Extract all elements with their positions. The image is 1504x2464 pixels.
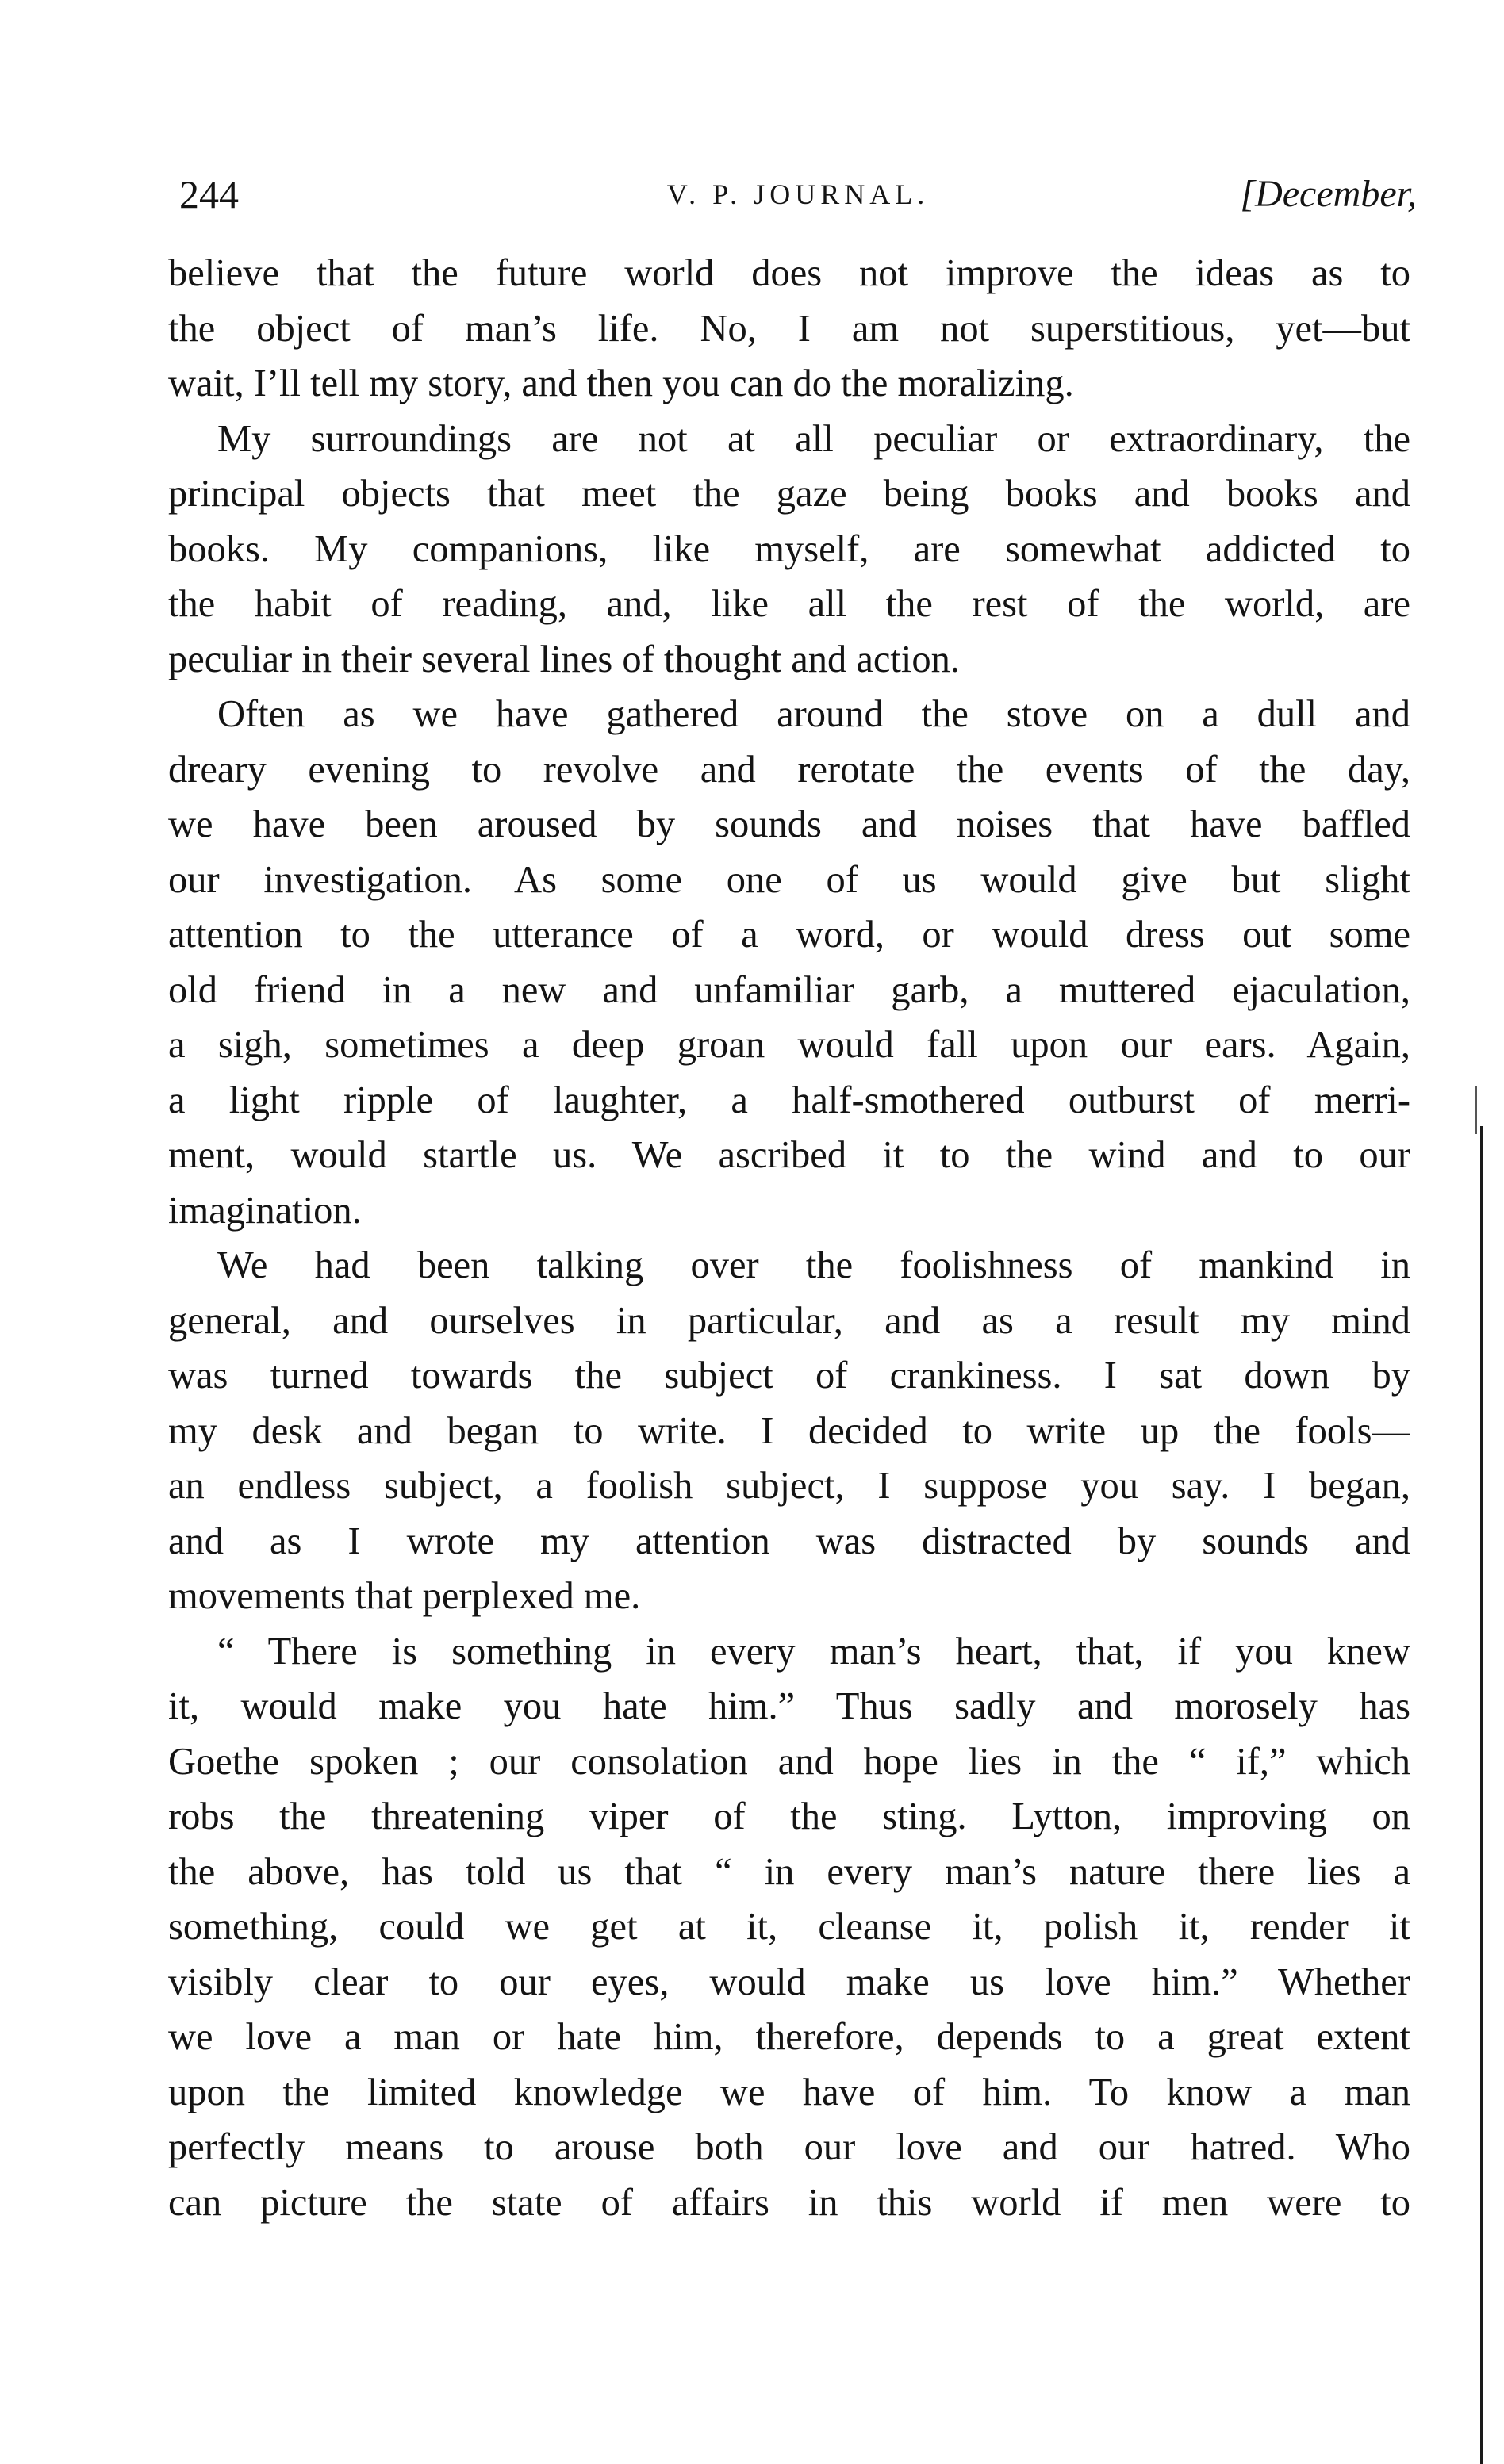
paragraph-start-line: “ There is something in every man’s heart, that, if you knew xyxy=(217,1630,1410,1673)
text-line: the object of man’s life. No, I am not superstitious, yet—but xyxy=(168,307,1410,350)
text-line: upon the limited knowledge we have of him. To know a man xyxy=(168,2071,1410,2113)
running-head-month: [December, xyxy=(1240,173,1417,215)
text-line: we have been aroused by sounds and noises that have baffled xyxy=(168,803,1410,845)
text-line: peculiar in their several lines of thought and action. xyxy=(168,638,960,680)
text-line: something, could we get at it, cleanse it, polish it, render it xyxy=(168,1906,1410,1948)
text-line: it, would make you hate him.” Thus sadly and morosely has xyxy=(168,1685,1410,1727)
text-line: Goethe spoken ; our consolation and hope lies in the “ if,” which xyxy=(168,1740,1410,1783)
text-line: robs the threatening viper of the sting. Lytton, improving on xyxy=(168,1795,1410,1837)
text-line: old friend in a new and unfamiliar garb, a muttered ejaculation, xyxy=(168,968,1410,1011)
article-body xyxy=(168,246,1410,2230)
paragraph-start-line: We had been talking over the foolishness of mankind in xyxy=(217,1244,1410,1286)
text-line: we love a man or hate him, therefore, depends to a great extent xyxy=(168,2016,1410,2058)
text-line: the habit of reading, and, like all the rest of the world, are xyxy=(168,583,1410,625)
paragraph-start-line: My surroundings are not at all peculiar or extraordinary, the xyxy=(217,417,1410,460)
text-line: a light ripple of laughter, a half-smothered outburst of merri- xyxy=(168,1079,1410,1121)
text-line: imagination. xyxy=(168,1189,362,1232)
text-line: my desk and began to write. I decided to write up the fools— xyxy=(168,1409,1410,1452)
text-line: attention to the utterance of a word, or would dress out some xyxy=(168,914,1410,956)
text-line: principal objects that meet the gaze being books and books and xyxy=(168,473,1410,515)
text-line: can picture the state of affairs in this world if men were to xyxy=(168,2181,1410,2224)
text-line: movements that perplexed me. xyxy=(168,1575,641,1617)
text-line: and as I wrote my attention was distracted by sounds and xyxy=(168,1519,1410,1562)
margin-scan-edge xyxy=(1480,1126,1483,2464)
text-line: visibly clear to our eyes, would make us love him.” Whether xyxy=(168,1960,1410,2003)
text-line: dreary evening to revolve and rerotate the events of the day, xyxy=(168,748,1410,791)
text-line: believe that the future world does not improve the ideas as to xyxy=(168,252,1410,294)
margin-scan-mark xyxy=(1475,1086,1477,1134)
journal-title: V. P. JOURNAL. xyxy=(666,178,930,210)
running-head xyxy=(179,167,1417,222)
text-line: was turned towards the subject of crankiness. I sat down by xyxy=(168,1355,1410,1397)
text-line: our investigation. As some one of us would give but slight xyxy=(168,858,1410,901)
text-line: the above, has told us that “ in every man’s nature there lies a xyxy=(168,1850,1410,1893)
paragraph-start-line: Often as we have gathered around the stove on a dull and xyxy=(217,693,1410,735)
text-line: wait, I’ll tell my story, and then you can do the moralizing. xyxy=(168,362,1074,404)
text-line: general, and ourselves in particular, and as a result my mind xyxy=(168,1299,1410,1342)
text-line: an endless subject, a foolish subject, I suppose you say. I began, xyxy=(168,1465,1410,1507)
text-line: perfectly means to arouse both our love and our hatred. Who xyxy=(168,2126,1410,2168)
text-line: books. My companions, like myself, are somewhat addicted to xyxy=(168,527,1410,570)
page-number: 244 xyxy=(179,172,239,217)
text-line: ment, would startle us. We ascribed it to the wind and to our xyxy=(168,1134,1410,1176)
text-line: a sigh, sometimes a deep groan would fall upon our ears. Again, xyxy=(168,1024,1410,1066)
